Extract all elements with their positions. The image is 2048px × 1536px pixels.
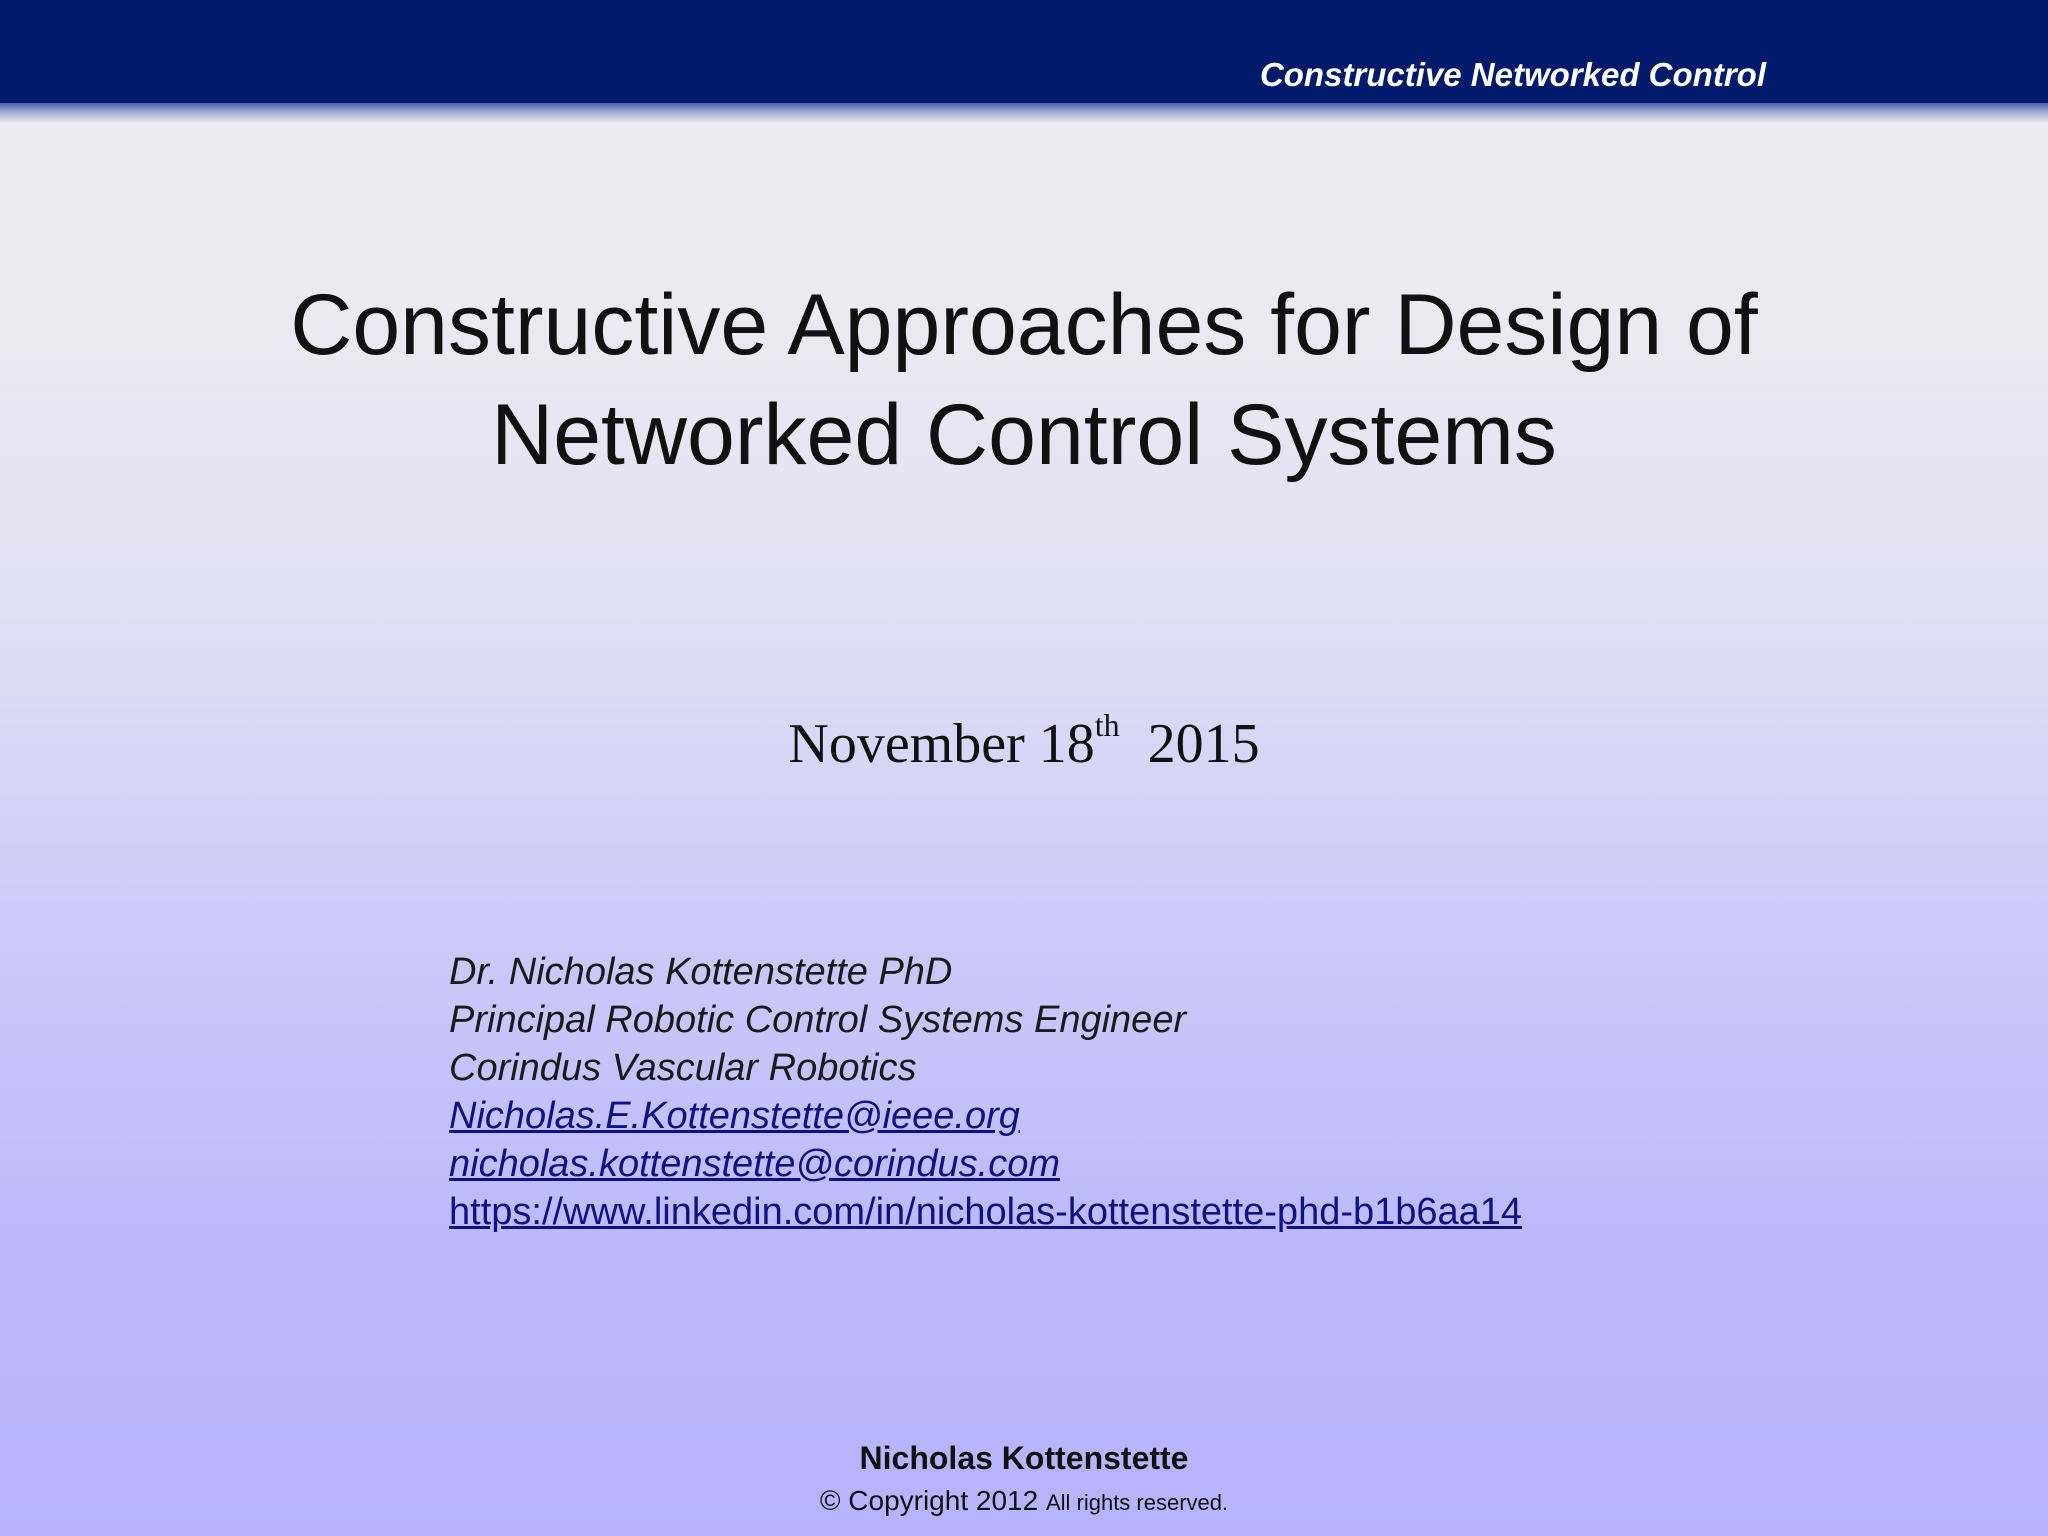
header-title: Constructive Networked Control (1259, 56, 1766, 93)
email-corindus-link[interactable]: nicholas.kottenstette@corindus.com (449, 1143, 1060, 1185)
slide-title-line-2: Networked Control Systems (491, 387, 1557, 483)
author-name: Dr. Nicholas Kottenstette PhD (449, 951, 953, 993)
author-role: Principal Robotic Control Systems Engineer (449, 999, 1187, 1041)
rights-text: All rights reserved. (1045, 1490, 1229, 1515)
presentation-date (0, 707, 2048, 776)
date-year: 2015 (1147, 713, 1260, 775)
copyright-text: © Copyright 2012 (819, 1485, 1039, 1516)
date-month-day: November 18 (788, 713, 1095, 775)
slide-title (0, 270, 2048, 490)
footer-copyright (0, 1485, 2048, 1517)
footer-author-name: Nicholas Kottenstette (859, 1440, 1189, 1476)
header-bar (0, 0, 2048, 103)
author-company: Corindus Vascular Robotics (449, 1047, 917, 1089)
email-ieee-link[interactable]: Nicholas.E.Kottenstette@ieee.org (449, 1095, 1020, 1137)
date-ordinal-suffix: th (1094, 707, 1120, 743)
header-divider (0, 103, 2048, 123)
slide-title-line-1: Constructive Approaches for Design of (290, 277, 1758, 373)
author-info (449, 948, 1522, 1236)
linkedin-link[interactable]: https://www.linkedin.com/in/nicholas-kottenstette-phd-b1b6aa14 (449, 1191, 1523, 1233)
